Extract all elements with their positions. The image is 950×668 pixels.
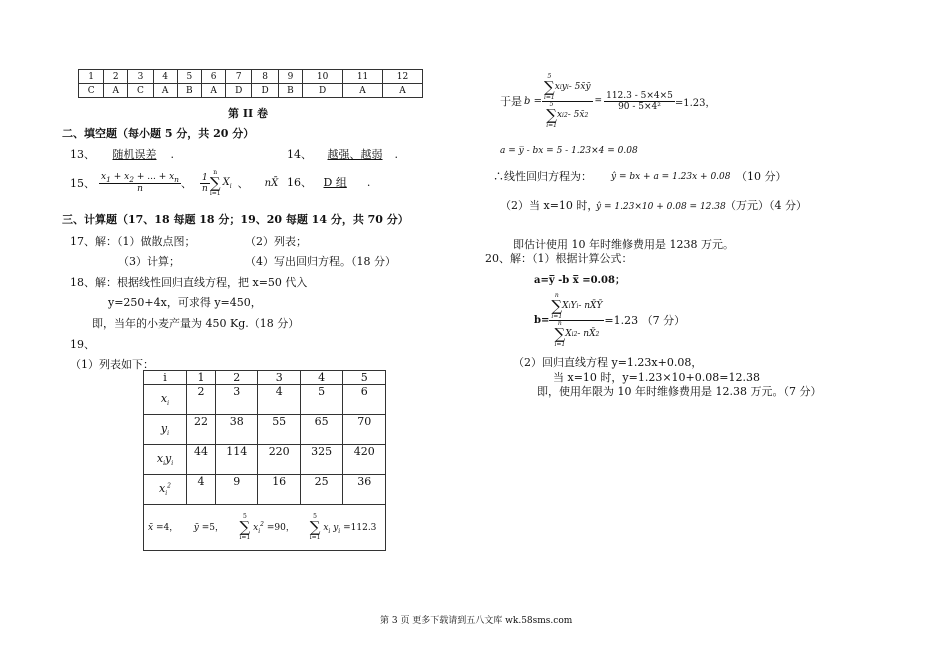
table-summary-row [144,505,386,551]
table-cell: 3 [258,371,300,385]
grid-cell: A [153,84,177,98]
q20-b: b= n ∑ i=1 X i Y i - nX̄Ȳ n ∑ i=1 X i 2 - nX̄ 2 =1.23 （7 分） [534,291,686,348]
table-cell: i [144,371,187,385]
grid-cell: D [226,84,252,98]
q15-inv-n: $\frac{1}{n}$ [202,172,208,194]
table-cell: 36 [343,475,386,505]
sum-xy: 5 ∑ i=1 $x_i$ $y_i =112.3$ [309,513,377,541]
b-numeric: $\frac{112.3 - 5\times 4\times 5}{\text{90 - 5×4²}}$ [606,90,673,112]
grid-cell: 1 [79,70,104,84]
grid-cell: D [303,84,343,98]
b-formula: 于是 b = 5 ∑ i=1 x i y i - 5x̄ȳ 5 ∑ i=1 x i 2 - 5x̄ 2 = $\frac{112.3 - 5\times 4\times 5}{\text{90 - 5×4²}}$ =1.23， [500,72,716,129]
table-cell: 22 [187,415,216,445]
table-cell: 4 [300,371,342,385]
eq: ŷ = bx + a = 1.23x + 0.08 [611,172,731,182]
grid-cell: 5 [177,70,201,84]
eq-points: （10 分） [736,170,787,183]
table-row [144,415,386,445]
q15-nx: nX̄ [264,177,279,189]
table-cell: 44 [187,445,216,475]
q13 [70,146,174,162]
table-cell: 4 [187,475,216,505]
q15-mean-formula: $\frac{x_1 + x_2 + ... + x_n}{n}$ [101,171,180,195]
grid-cell: B [278,84,302,98]
q18-line2: y=250+4x，可求得 y=450， [108,296,262,309]
q17-line2a: （3）计算； [118,255,180,268]
sigma-icon: 5 ∑ i=1 [239,513,251,541]
q20-a: a=y̅ -b x̅ =0.08； [534,275,625,286]
answer-grid-answers [79,84,423,98]
q14-answer: 越强、越弱 [327,148,383,161]
grid-cell: C [128,84,153,98]
q19-head: 19、 [70,338,95,351]
table-cell: 220 [258,445,300,475]
q20-line1: 20、解：（1）根据计算公式： [485,252,633,265]
grid-cell: A [343,84,383,98]
table-cell: 6 [343,385,386,415]
q2-eq: ŷ = 1.23×10 + 0.08 = 12.38 [596,202,726,212]
grid-cell: C [79,84,104,98]
q14-end: . [394,148,398,161]
q18-line3: 即，当年的小麦产量为 450 Kg.（18 分） [92,317,300,330]
q16-answer: D 组 [323,176,347,189]
q20-b-formula: n ∑ i=1 X i Y i - nX̄Ȳ n ∑ i=1 X i 2 - nX̄ 2 [551,291,603,348]
table-row [144,385,386,415]
fill-header: 二、填空题（每小题 5 分，共 20 分） [62,127,255,140]
q20-line2: （2）回归直线方程 y=1.23x+0.08， [513,356,703,369]
q20-line4: 即，使用年限为 10 年时维修费用是 12.38 万元。（7 分） [537,385,822,398]
q13-num: 13、 [70,148,95,161]
grid-cell: 10 [303,70,343,84]
table-cell: 65 [300,415,342,445]
answer-grid-numbers [79,70,423,84]
table-cell: 2 [215,371,257,385]
table-cell: 420 [343,445,386,475]
table-row [144,445,386,475]
sum-x2: 5 ∑ i=1 $x_i^2 =90$， [239,513,295,541]
grid-cell: A [202,84,226,98]
grid-cell: 8 [252,70,278,84]
a-line: a = y̅ - bx = 5 - 1.23×4 = 0.08 [500,146,638,156]
q16-end: . [366,176,371,189]
sigma-icon: 5 ∑ i=1 [309,513,321,541]
b-symbolic: 5 ∑ i=1 x i y i - 5x̄ȳ 5 ∑ i=1 x i 2 - 5x̄ 2 [543,72,591,129]
q13-answer: 随机误差 [112,148,157,161]
q18-line1: 18、解：根据线性回归直线方程，把 x=50 代入 [70,276,308,289]
q2-label: （2）当 x=10 时， [500,199,599,212]
table-cell: 5 [300,385,342,415]
table-cell: 70 [343,415,386,445]
grid-cell: D [252,84,278,98]
q15-sep1: 、 [181,177,193,190]
table-header-row [144,371,386,385]
table-cell: 2 [187,385,216,415]
grid-cell: 9 [278,70,302,84]
q20-line3: 当 x=10 时，y=1.23×10+0.08=12.38 [553,371,760,384]
q15: 15、 $\frac{x_1 + x_2 + ... + x_n}{n}$ 、 $\frac{1}{n}$ n ∑ i=1 $X_i$ 、 nX̄ [70,168,279,197]
grid-cell: 12 [383,70,423,84]
table-cell: 25 [300,475,342,505]
section-title: 第 II 卷 [228,107,268,120]
table-cell: 38 [215,415,257,445]
q15-num: 15、 [70,177,95,190]
grid-cell: 11 [343,70,383,84]
grid-cell: 3 [128,70,153,84]
q17-line1b: （2）列表； [245,235,307,248]
row-label: $x_i^2$ [144,475,187,505]
q20-b-value: =1.23 （7 分） [604,314,686,327]
grid-cell: 2 [104,70,128,84]
eq-label: ∴线性回归方程为： [493,170,592,183]
table-cell: 16 [258,475,300,505]
grid-cell: B [177,84,201,98]
sum-xbar: x̄ =4， [148,523,179,533]
q17-line2b: （4）写出回归方程。（18 分） [245,255,396,268]
q16-num: 16、 [287,176,312,189]
q14-num: 14、 [287,148,312,161]
table-row [144,475,386,505]
q13-end: . [170,148,174,161]
table-cell: 1 [187,371,216,385]
table-cell: 9 [215,475,257,505]
table-cell: 5 [343,371,386,385]
q19-table [143,370,386,551]
q19-line1: （1）列表如下： [70,358,154,371]
q17-line1a: 17、解：（1）做散点图； [70,235,196,248]
grid-cell: A [383,84,423,98]
table-cell: 55 [258,415,300,445]
row-label: $x_iy_i$ [144,445,187,475]
sigma-icon: n ∑ i=1 [209,168,221,197]
table-cell: 4 [258,385,300,415]
table-cell: 3 [215,385,257,415]
q14 [287,146,398,162]
calc-header: 三、计算题（17、18 每题 18 分；19、20 每题 14 分，共 70 分） [62,213,409,226]
estimate-line: 即估计使用 10 年时维修费用是 1238 万元。 [513,238,734,251]
row-label: $x_i$ [144,385,187,415]
q2-unit: （万元）（4 分） [725,199,807,212]
yushi-label: 于是 [500,95,522,108]
b-value: =1.23， [674,97,716,109]
grid-cell: 4 [153,70,177,84]
q16 [287,174,370,190]
answer-grid [78,69,423,98]
page-footer: 第 3 页 更多下载请到五八文库 wk.58sms.com [380,616,573,626]
grid-cell: 7 [226,70,252,84]
table-cell: 325 [300,445,342,475]
sum-ybar: ȳ =5， [193,523,224,533]
q15-sep2: 、 [237,177,249,190]
row-label: $y_i$ [144,415,187,445]
grid-cell: 6 [202,70,226,84]
table-cell: 114 [215,445,257,475]
grid-cell: A [104,84,128,98]
